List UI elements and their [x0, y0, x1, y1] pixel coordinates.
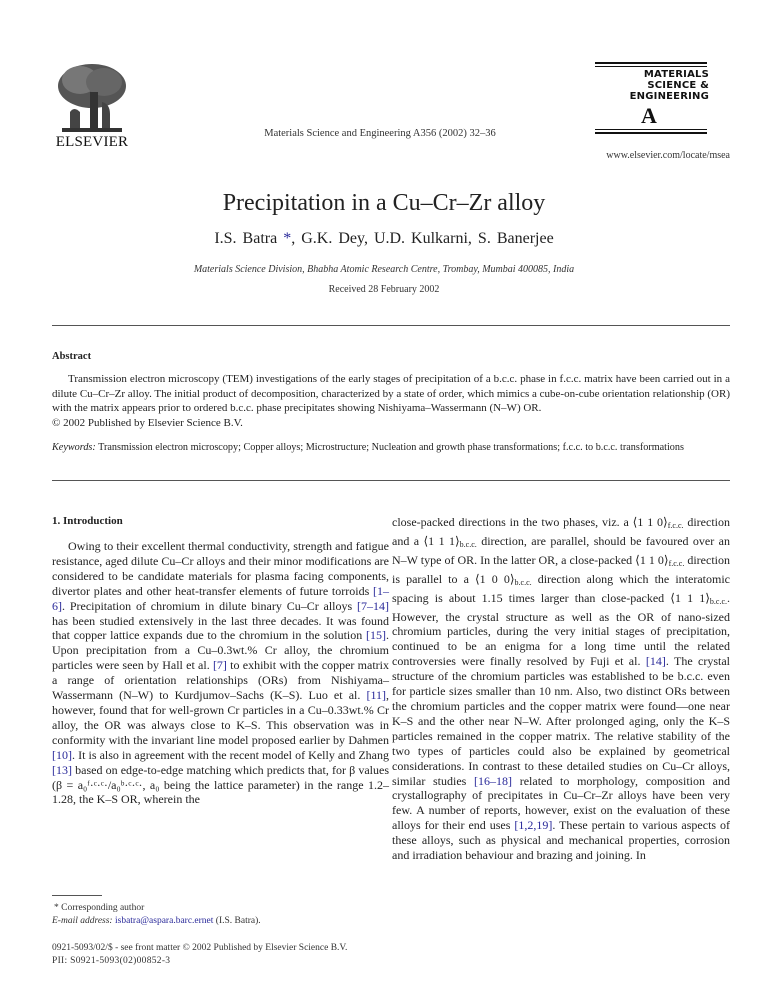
email-suffix: (I.S. Batra).	[213, 916, 261, 926]
author-name: G.K. Dey	[301, 230, 364, 247]
logo-line-2: SCIENCE &	[647, 80, 709, 91]
received-date: Received 28 February 2002	[328, 284, 440, 295]
logo-letter: A	[641, 103, 657, 128]
body-column-left: Owing to their excellent thermal conductivity, strength and fatigue resistance, aged dilute Cu–Cr alloys and their minor modifications are considered to be candidate materials for plasma facing components, divertor plates and other heat-transfer elements of future torroids [1–6]. Precipitation of chromium in dilute binary Cu–Cr alloys [7–14] has been studied extensively in the last three decades. It was found that copper lattice expands due to the chromium in the solution [15]. Upon precipitation from a Cu–0.3wt.% Cr alloy, the chromium particles were seen by Hall et al. [7] to exhibit with the copper matrix a range of orientation relationships (ORs) from Nishiyama–Wassermann (N–W) to Kurdjumov–Sachs (K–S). Luo et al. [11], however, found that for well-grown Cr particles in a Cu–0.33wt.% Cr alloy, the OR was always close to K–S. This observation was in conformity with the invariant line model proposed earlier by Dahmen [10]. It is also in agreement with the recent model of Kelly and Zhang [13] based on edge-to-edge matching which predicts that, for β values (β = a₀ᶠ·ᶜ·ᶜ·/a₀ᵇ·ᶜ·ᶜ·, a₀ being the lattice parameter) in the range 1.2–1.28, the K–S OR, wherein the	[52, 539, 389, 807]
author-list	[0, 230, 768, 248]
author-name: I.S. Batra	[214, 230, 278, 247]
logo-rule	[595, 132, 707, 134]
logo-rule	[595, 62, 707, 64]
author-name: U.D. Kulkarni	[373, 230, 468, 247]
citation-link[interactable]: [14]	[645, 654, 666, 669]
corresponding-author-marker[interactable]: *	[277, 230, 292, 247]
article-title: Precipitation in a Cu–Cr–Zr alloy	[222, 190, 546, 216]
pii-line: PII: S0921-5093(02)00852-3	[52, 956, 171, 966]
abstract-text: Transmission electron microscopy (TEM) investigations of the early stages of precipitation of a b.c.c. phase in f.c.c. matrix have been carried out in a dilute Cu–Cr–Zr alloy. The initial product of decomposition, characterized by a state of order, which mimics a cube-on-cube orientation relationship (OR) with the matrix appears prior to ordered b.c.c. phase precipitates showing Nishiyama–Wassermann (N–W) OR.	[52, 373, 730, 415]
footnote-label: Corresponding author	[61, 903, 145, 913]
citation-link[interactable]: [10]	[52, 747, 72, 762]
citation-link[interactable]: [15]	[366, 628, 386, 643]
issn-line: 0921-5093/02/$ - see front matter © 2002 Published by Elsevier Science B.V.	[52, 943, 348, 953]
citation-link[interactable]: [13]	[52, 762, 72, 777]
divider	[52, 480, 730, 481]
citation-link[interactable]: [11]	[366, 688, 386, 703]
subscript: b.c.c.	[514, 577, 532, 587]
citation-link[interactable]: [16–18]	[474, 773, 513, 788]
journal-url-link[interactable]: www.elsevier.com/locate/msea	[606, 150, 730, 161]
keywords-label: Keywords:	[52, 442, 96, 453]
subscript: b.c.c.	[459, 539, 477, 549]
citation-link[interactable]: [7–14]	[357, 598, 389, 613]
footnote-divider	[52, 895, 102, 896]
journal-citation: Materials Science and Engineering A356 (2002) 32–36	[264, 128, 496, 139]
logo-rule	[595, 66, 707, 67]
email-label: E-mail address:	[52, 916, 113, 926]
abstract-copyright: © 2002 Published by Elsevier Science B.V.	[52, 416, 243, 429]
subscript: b.c.c.	[709, 596, 727, 606]
keywords-text: Transmission electron microscopy; Copper alloys; Microstructure; Nucleation and growth phase transformations; f.c.c. to b.c.c. transformations	[95, 442, 684, 453]
abstract-heading: Abstract	[52, 351, 92, 362]
author-separator: ,	[291, 230, 302, 247]
citation-link[interactable]: [1,2,19]	[514, 818, 553, 833]
front-matter	[52, 942, 552, 968]
body-column-right: close-packed directions in the two phases, viz. a ⟨1 1 $0⟩_{f.c.c.}$ direction and a ⟨1 1 $1⟩_{b.c.c.}$ direction, are parallel, should be favoured over an N–W type of OR. In the latter OR, a close-packed ⟨1 1 $0⟩_{f.c.c.}$ direction is parallel to a ⟨1 0 $0⟩_{b.c.c.}$ direction along which the interatomic spacing is about 1.15 times larger than close-packed ⟨1 1 $1⟩_{b.c.c.}$. However, the crystal structure as well as the OR of nano-sized chromium particles, during the very initial stages of precipitation, continued to be an enigma for a long time until the related controversies were finally resolved by Fuji et al. [14]. The crystal structure of the chromium particles was established to be b.c.c. even for particle sizes smaller than 10 nm. Also, two distinct ORs between the chromium particles and the copper matrix were found—one near K–S and the other near N–W. After prolonged aging, only the K–S particles remained in the copper matrix. The relative stability of the two types of particles could also be explained by geometrical considerations. In contrast to these detailed studies on Cu–Cr alloys, similar studies [16–18] related to morphology, composition and crystallography of precipitates in Cu–Cr–Zr alloys have been very few. A number of reports, however, exist on the evaluation of these alloys for their end uses [1,2,19]. These pertain to various aspects of these alloys, such as physical and mechanical properties, corrosion and irradiation behaviour and brazing and joining. In	[392, 515, 731, 863]
elsevier-tree-logo	[52, 62, 130, 136]
author-separator: ,	[363, 230, 374, 247]
logo-rule	[595, 129, 707, 130]
footnote-marker: *	[54, 903, 59, 913]
email-link[interactable]: isbatra@aspara.barc.ernet	[114, 916, 214, 926]
footnote	[52, 902, 389, 928]
citation-link[interactable]: [7]	[212, 658, 227, 673]
author-separator: ,	[467, 230, 478, 247]
author-name: S. Banerjee	[477, 230, 554, 247]
logo-line-1: MATERIALS	[643, 69, 709, 80]
subscript: f.c.c.	[667, 521, 684, 530]
citation-link[interactable]: [1–6]	[52, 583, 389, 613]
divider	[52, 325, 730, 326]
journal-logo	[593, 62, 719, 134]
section-heading: 1. Introduction	[52, 515, 123, 527]
publisher-name: ELSEVIER	[55, 134, 129, 150]
affiliation: Materials Science Division, Bhabha Atomic Research Centre, Trombay, Mumbai 400085, India	[193, 264, 575, 275]
subscript: f.c.c.	[668, 558, 685, 568]
abstract-body	[52, 372, 730, 430]
keywords	[52, 441, 730, 456]
logo-line-3: ENGINEERING	[629, 91, 709, 102]
